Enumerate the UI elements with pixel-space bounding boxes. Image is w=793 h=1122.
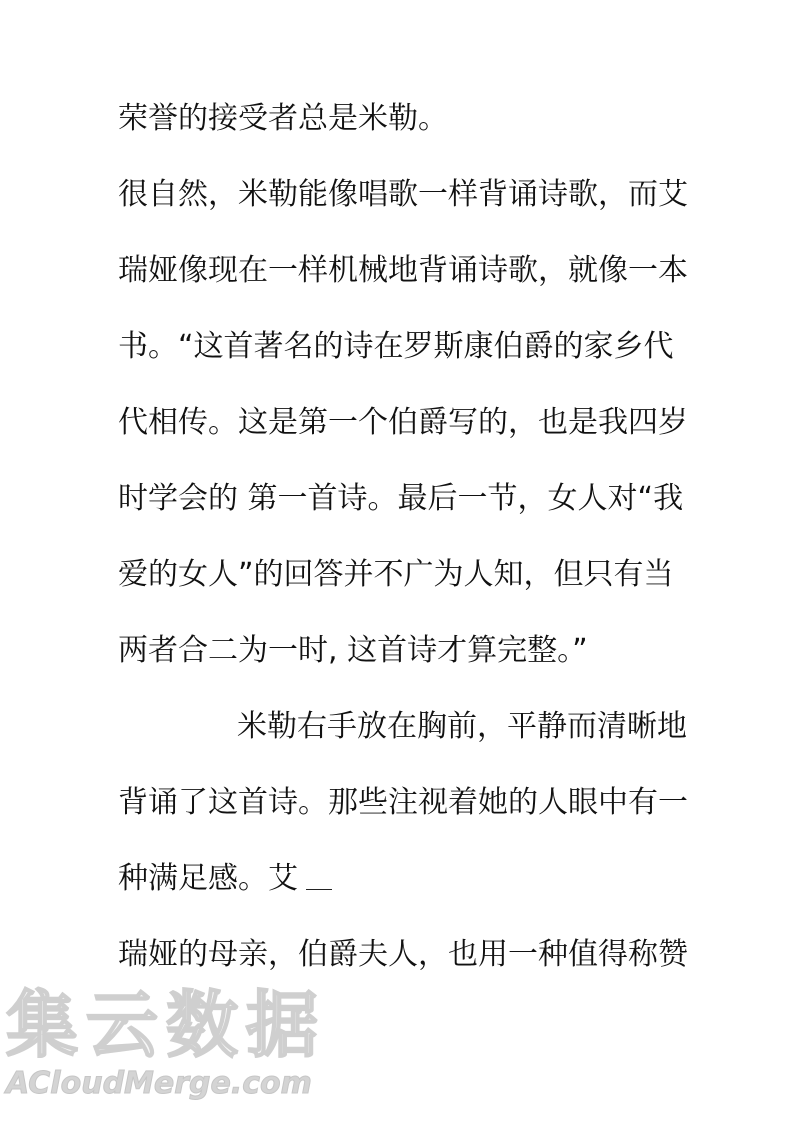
text-line-1: 荣誉的接受者总是米勒。 [118, 101, 448, 136]
text-line-5: 代相传。这是第一个伯爵写的，也是我四岁 [118, 405, 688, 440]
text-line-4: 书。“这首著名的诗在罗斯康伯爵的家乡代 [118, 329, 674, 364]
watermark-english: ACloudMerge.com [6, 1066, 312, 1101]
text-line-3: 瑞娅像现在一样机械地背诵诗歌，就像一本 [118, 253, 688, 288]
text-line-7: 爱的女人”的回答并不广为人知，但只有当 [118, 557, 674, 592]
text-line-11-wrapper [118, 859, 332, 899]
text-line-8: 两者合二为一时, 这首诗才算完整。” [118, 633, 588, 668]
watermark [0, 985, 380, 1110]
text-line-10: 背诵了这首诗。那些注视着她的人眼中有一 [118, 785, 688, 820]
text-line-12: 瑞娅的母亲，伯爵夫人，也用一种值得称赞 [118, 937, 688, 972]
text-line-9: 米勒右手放在胸前，平静而清晰地 [237, 709, 687, 744]
text-line-6: 时学会的 第一首诗。最后一节，女人对“我 [118, 481, 684, 516]
watermark-chinese: 集云数据 [6, 983, 327, 1067]
text-line-11: 种满足感。艾 [118, 861, 298, 896]
text-line-2: 很自然，米勒能像唱歌一样背诵诗歌，而艾 [118, 177, 688, 212]
blank-underline [306, 863, 332, 890]
